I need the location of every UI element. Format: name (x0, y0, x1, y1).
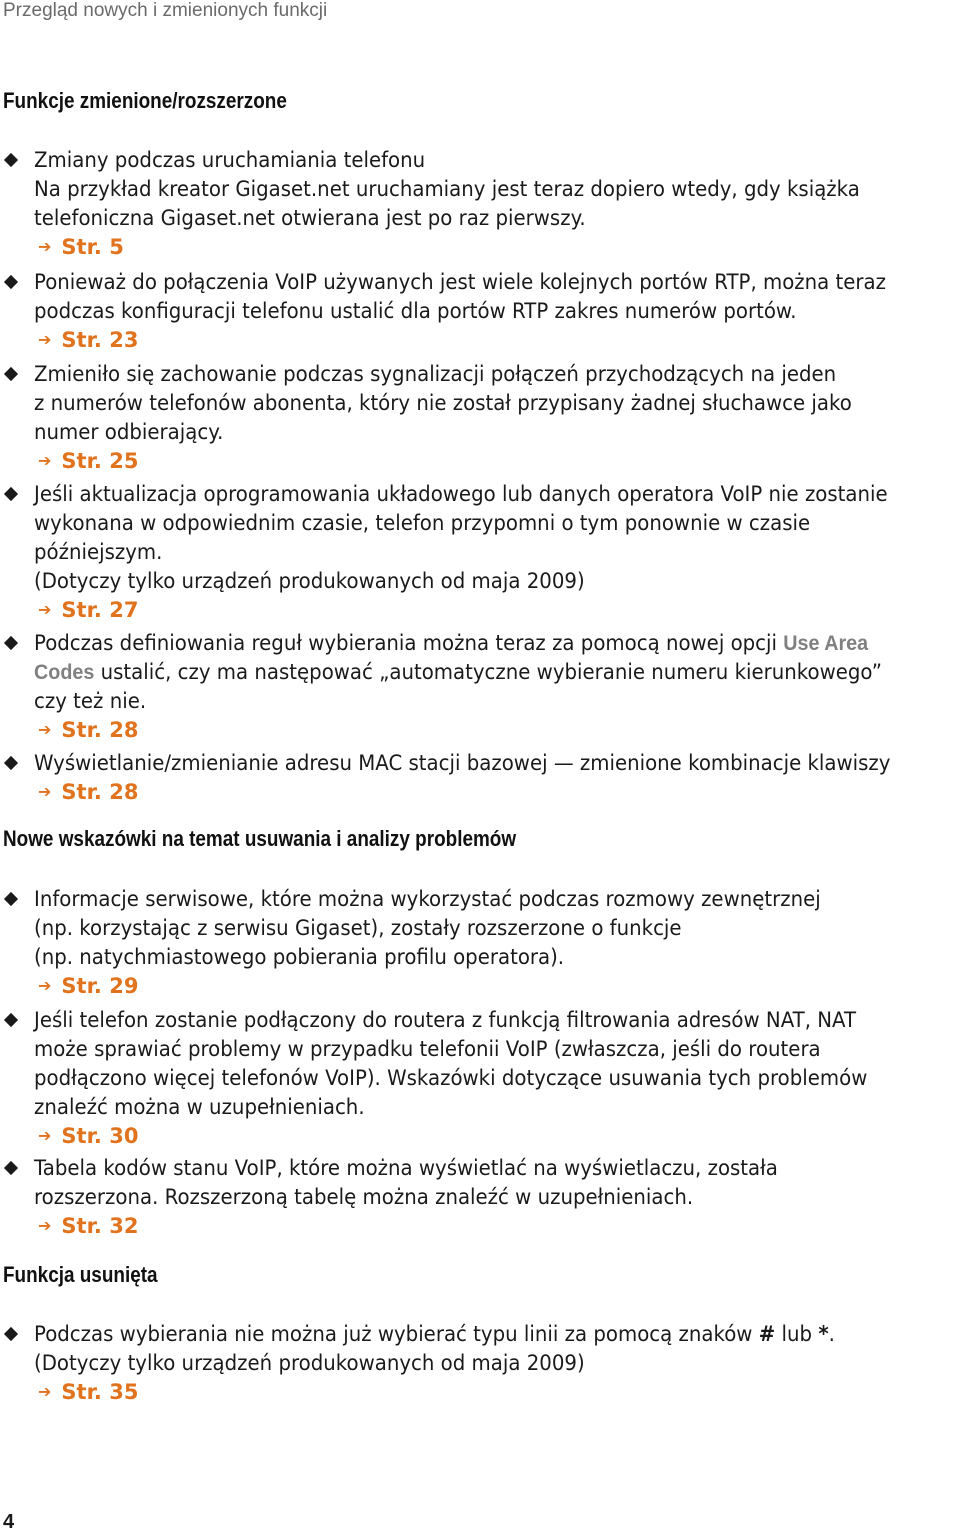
item-text-line (34, 658, 882, 687)
item-text-line: Jeśli aktualizacja oprogramowania układowego lub danych operatora VoIP nie zostanie (34, 482, 888, 506)
item-text-fragment: . (828, 1322, 835, 1346)
item-text-line: (np. natychmiastowego pobierania profilu operatora). (34, 945, 565, 969)
page-reference: Str. 28 (61, 718, 139, 742)
diamond-bullet-icon (4, 892, 18, 906)
page-reference: Str. 23 (61, 328, 139, 352)
diamond-bullet-icon (4, 1013, 18, 1027)
arrow-right-icon: ➔ (38, 720, 52, 739)
page-reference-link[interactable] (38, 778, 138, 807)
item-text-line: rozszerzona. Rozszerzoną tabelę można znaleźć w uzupełnieniach. (34, 1185, 694, 1209)
arrow-right-icon: ➔ (38, 600, 52, 619)
item-text-line: podłączono więcej telefonów VoIP). Wskazówki dotyczące usuwania tych problemów (34, 1066, 868, 1090)
section-heading-changed-functions: Funkcje zmienione/rozszerzone (3, 88, 287, 113)
item-text-line: Jeśli telefon zostanie podłączony do routera z funkcją filtrowania adresów NAT, NAT (34, 1008, 857, 1032)
item-text-line: może sprawiać problemy w przypadku telefonii VoIP (zwłaszcza, jeśli do routera (34, 1037, 821, 1061)
arrow-right-icon: ➔ (38, 782, 52, 801)
running-header: Przegląd nowych i zmienionych funkcji (3, 0, 328, 21)
item-text-line: Na przykład kreator Gigaset.net uruchamiany jest teraz dopiero wtedy, gdy książka (34, 177, 860, 201)
ui-option-term: Use Area (783, 632, 869, 655)
item-text-line: z numerów telefonów abonenta, który nie został przypisany żadnej słuchawce jako (34, 391, 852, 415)
item-text-line: późniejszym. (34, 540, 163, 564)
arrow-right-icon: ➔ (38, 976, 52, 995)
item-text-line: podczas konfiguracji telefonu ustalić dla portów RTP zakres numerów portów. (34, 299, 797, 323)
page-reference: Str. 28 (61, 780, 139, 804)
item-text-line: Informacje serwisowe, które można wykorzystać podczas rozmowy zewnętrznej (34, 887, 821, 911)
item-text-line: Ponieważ do połączenia VoIP używanych jest wiele kolejnych portów RTP, można teraz (34, 270, 887, 294)
item-text-fragment: Podczas wybierania nie można już wybierać typu linii za pomocą znaków (34, 1322, 759, 1346)
page-reference-link[interactable] (38, 972, 138, 1001)
page-reference-link[interactable] (38, 1122, 138, 1151)
diamond-bullet-icon (4, 153, 18, 167)
diamond-bullet-icon (4, 636, 18, 650)
page-reference: Str. 5 (61, 235, 124, 259)
item-text-line: Zmieniło się zachowanie podczas sygnalizacji połączeń przychodzących na jeden (34, 362, 837, 386)
item-text-fragment: ustalić, czy ma następować „automatyczne wybieranie numeru kierunkowego” (94, 660, 883, 684)
item-text-fragment: lub (775, 1322, 819, 1346)
arrow-right-icon: ➔ (38, 1216, 52, 1235)
arrow-right-icon: ➔ (38, 237, 52, 256)
page-reference-link[interactable] (38, 716, 138, 745)
page-reference: Str. 35 (61, 1380, 139, 1404)
item-text-line: Tabela kodów stanu VoIP, które można wyświetlać na wyświetlaczu, została (34, 1156, 778, 1180)
item-text-line: (Dotyczy tylko urządzeń produkowanych od maja 2009) (34, 569, 585, 593)
diamond-bullet-icon (4, 756, 18, 770)
page-reference: Str. 32 (61, 1214, 139, 1238)
page-reference-link[interactable] (38, 326, 138, 355)
section-heading-troubleshooting: Nowe wskazówki na temat usuwania i analizy problemów (3, 826, 517, 851)
ui-option-term: Codes (34, 661, 95, 684)
item-text-line: znaleźć można w uzupełnieniach. (34, 1095, 365, 1119)
key-star: * (818, 1322, 829, 1346)
arrow-right-icon: ➔ (38, 330, 52, 349)
arrow-right-icon: ➔ (38, 1126, 52, 1145)
item-text-line: telefoniczna Gigaset.net otwierana jest po raz pierwszy. (34, 206, 586, 230)
arrow-right-icon: ➔ (38, 451, 52, 470)
diamond-bullet-icon (4, 367, 18, 381)
item-text-line: numer odbierający. (34, 420, 224, 444)
item-text-line: Zmiany podczas uruchamiania telefonu (34, 148, 426, 172)
item-text-line (34, 629, 868, 658)
page-reference: Str. 27 (61, 598, 139, 622)
page-reference: Str. 29 (61, 974, 139, 998)
item-text-line: (np. korzystając z serwisu Gigaset), zostały rozszerzone o funkcje (34, 916, 682, 940)
page-number: 4 (3, 1511, 15, 1533)
diamond-bullet-icon (4, 275, 18, 289)
section-heading-removed-function: Funkcja usunięta (3, 1262, 158, 1287)
item-text-fragment: Podczas definiowania reguł wybierania można teraz za pomocą nowej opcji (34, 631, 784, 655)
item-text-line: wykonana w odpowiednim czasie, telefon przypomni o tym ponownie w czasie (34, 511, 811, 535)
page-reference-link[interactable] (38, 1212, 138, 1241)
item-text-line: Wyświetlanie/zmienianie adresu MAC stacji bazowej — zmienione kombinacje klawiszy (34, 751, 891, 775)
diamond-bullet-icon (4, 1161, 18, 1175)
item-text-line: czy też nie. (34, 689, 147, 713)
diamond-bullet-icon (4, 1327, 18, 1341)
page-reference-link[interactable] (38, 596, 138, 625)
item-text-line: (Dotyczy tylko urządzeń produkowanych od maja 2009) (34, 1351, 585, 1375)
diamond-bullet-icon (4, 487, 18, 501)
page-reference: Str. 30 (61, 1124, 139, 1148)
page-reference: Str. 25 (61, 449, 139, 473)
item-text-line (34, 1320, 835, 1349)
arrow-right-icon: ➔ (38, 1382, 52, 1401)
page-reference-link[interactable] (38, 1378, 138, 1407)
page-reference-link[interactable] (38, 233, 124, 262)
key-hash: # (758, 1322, 776, 1346)
page-reference-link[interactable] (38, 447, 138, 476)
